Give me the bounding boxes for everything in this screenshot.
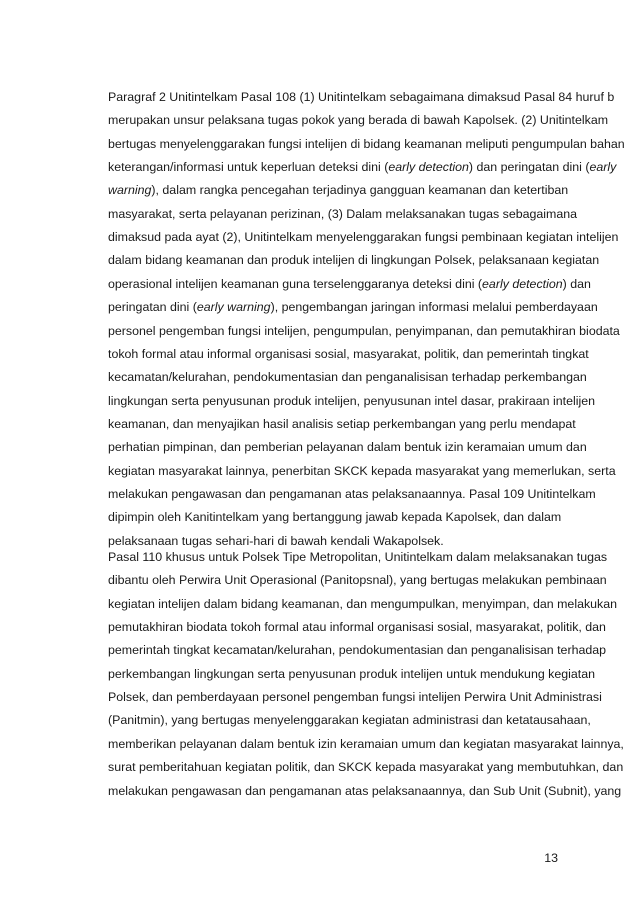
text-segment: dipimpin oleh Kanitintelkam yang bertanggung jawab kepada Kapolsek, dan dalam xyxy=(108,510,562,525)
text-segment: pemerintah tingkat kecamatan/kelurahan, pendokumentasian dan penganalisisan terhadap xyxy=(108,643,607,658)
text-segment: (Panitmin), yang bertugas menyelenggarakan kegiatan administrasi dan ketatausahaan, xyxy=(108,713,591,728)
text-line xyxy=(108,572,607,588)
text-line xyxy=(108,299,598,315)
italic-term: warning xyxy=(108,183,152,198)
italic-term: early xyxy=(589,160,617,175)
text-line xyxy=(108,416,576,432)
text-line xyxy=(108,439,587,455)
text-segment: lingkungan serta penyusunan produk intelijen, penyusunan intel dasar, prakiraan intelijen xyxy=(108,393,596,408)
text-segment: dalam bidang keamanan dan produk intelijen di lingkungan Polsek, pelaksanaan kegiatan xyxy=(108,253,600,268)
text-segment: memberikan pelayanan dalam bentuk izin keramaian umum dan kegiatan masyarakat lainnya, xyxy=(108,736,624,751)
text-segment: perkembangan lingkungan serta penyusunan produk intelijen untuk mendukung kegiatan xyxy=(108,666,596,681)
text-line xyxy=(108,712,591,728)
text-line xyxy=(108,759,624,775)
text-segment: merupakan unsur pelaksana tugas pokok yang berada di bawah Kapolsek. (2) Unitintelkam xyxy=(108,113,609,128)
text-line xyxy=(108,112,609,128)
text-segment: kegiatan intelijen dalam bidang keamanan, dan mengumpulkan, menyimpan, dan melakukan xyxy=(108,596,618,611)
text-line xyxy=(108,666,596,682)
text-segment: dibantu oleh Perwira Unit Operasional (Panitopsnal), yang bertugas melakukan pembinaan xyxy=(108,573,607,588)
text-segment: bertugas menyelenggarakan fungsi intelijen di bidang keamanan meliputi pengumpulan bahan xyxy=(108,136,625,151)
text-line xyxy=(108,596,618,612)
text-segment: Pasal 110 khusus untuk Polsek Tipe Metropolitan, Unitintelkam dalam melaksanakan tugas xyxy=(108,550,608,564)
text-segment: keterangan/informasi untuk keperluan deteksi dini ( xyxy=(108,160,389,175)
text-segment: ), pengembangan jaringan informasi melalui pemberdayaan xyxy=(270,300,598,315)
text-line xyxy=(108,323,620,339)
text-line xyxy=(108,369,587,385)
text-line xyxy=(108,89,615,105)
text-segment: surat pemberitahuan kegiatan politik, dan SKCK kepada masyarakat yang membutuhkan, dan xyxy=(108,760,624,775)
text-segment: masyarakat, serta pelayanan perizinan, (3) Dalam melaksanakan tugas sebagaimana xyxy=(108,206,578,221)
text-segment: pelaksanaan tugas sehari-hari di bawah kendali Wakapolsek. xyxy=(108,533,444,548)
text-line xyxy=(108,619,606,635)
text-line xyxy=(108,533,559,549)
text-line xyxy=(108,689,602,705)
text-segment: ) dan xyxy=(562,276,591,291)
text-segment: pemutakhiran biodata tokoh formal atau informal organisasi sosial, masyarakat, politik, dan xyxy=(108,620,606,635)
text-segment: melakukan pengawasan dan pengamanan atas pelaksanaannya, dan Sub Unit (Subnit), yang xyxy=(108,783,622,798)
text-line xyxy=(108,486,596,502)
text-segment: operasional intelijen keamanan guna terselenggaranya deteksi dini ( xyxy=(108,276,483,291)
text-segment: melakukan pengawasan dan pengamanan atas pelaksanaannya. Pasal 109 Unitintelkam xyxy=(108,486,596,501)
text-segment: personel pengemban fungsi intelijen, pengumpulan, penyimpanan, dan pemutakhiran biodata xyxy=(108,323,620,338)
text-line xyxy=(108,159,617,175)
text-segment: dimaksud pada ayat (2), Unitintelkam menyelenggarakan fungsi pembinaan kegiatan intelijen xyxy=(108,230,619,245)
text-line xyxy=(108,393,596,409)
italic-term: early detection xyxy=(482,276,563,291)
text-line xyxy=(108,642,607,658)
text-line xyxy=(108,463,616,479)
text-line xyxy=(108,136,625,152)
page-number: 13 xyxy=(544,851,558,865)
text-line xyxy=(108,783,622,799)
text-segment: ), dalam rangka pencegahan terjadinya gangguan keamanan dan ketertiban xyxy=(151,183,569,198)
text-line xyxy=(108,276,591,292)
text-segment: Polsek, dan pemberdayaan personel pengemban fungsi intelijen Perwira Unit Administrasi xyxy=(108,690,602,705)
text-segment: keamanan, dan menyajikan hasil analisis setiap perkembangan yang perlu mendapat xyxy=(108,416,576,431)
text-segment: peringatan dini ( xyxy=(108,300,197,315)
italic-term: early warning xyxy=(196,300,271,315)
text-line xyxy=(108,736,624,752)
text-segment: kecamatan/kelurahan, pendokumentasian dan penganalisisan terhadap perkembangan xyxy=(108,370,587,385)
text-segment: ) dan peringatan dini ( xyxy=(468,160,590,175)
text-line xyxy=(108,509,562,525)
text-segment: tokoh formal atau informal organisasi sosial, masyarakat, politik, dan pemerintah tingkat xyxy=(108,346,589,361)
italic-term: early detection xyxy=(388,160,469,175)
text-line xyxy=(108,549,608,565)
text-line xyxy=(108,229,619,245)
text-line xyxy=(108,182,569,198)
text-segment: Paragraf 2 Unitintelkam Pasal 108 (1) Unitintelkam sebagaimana dimaksud Pasal 84 huruf b xyxy=(108,90,615,104)
text-segment: kegiatan masyarakat lainnya, penerbitan SKCK kepada masyarakat yang memerlukan, serta xyxy=(108,463,616,478)
text-line xyxy=(108,252,600,268)
text-line xyxy=(108,346,589,362)
text-line xyxy=(108,206,578,222)
text-segment: perhatian pimpinan, dan pemberian pelayanan dalam bentuk izin keramaian umum dan xyxy=(108,440,587,455)
